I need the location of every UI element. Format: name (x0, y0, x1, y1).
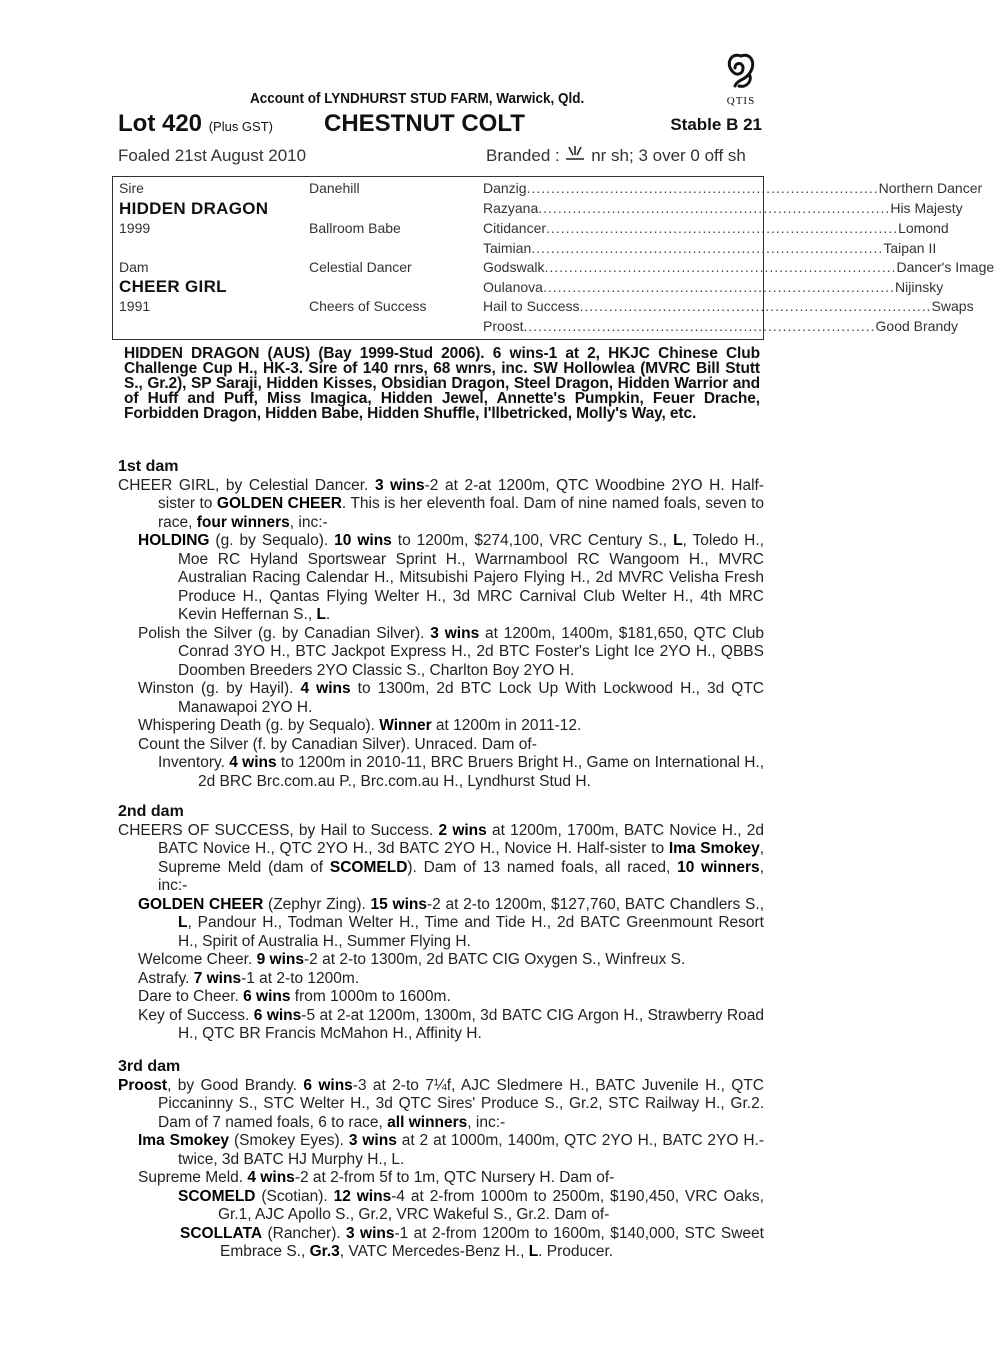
text-run: -3 at 2-to 7¼f, AJC Sledmere H., BATC Juvenile H., QTC Piccaninny S., STC Welter H., 3d QTC Sires' Produce S., Gr.2, STC Railway H., Gr.2. Dam of 7 named foals, 6 to race, (158, 1076, 764, 1131)
progeny-entry (118, 1007, 764, 1044)
sire-label: Sire (119, 180, 144, 196)
bold-text: SCOLLATA (180, 1224, 263, 1242)
bold-text: 10 wins (334, 532, 392, 549)
sire-name: HIDDEN DRAGON (119, 199, 269, 218)
text-run: -4 at 2-from 1000m to 2500m, $190,450, VRC Oaks, Gr.1, AJC Apollo S., Gr.2, VRC Wakeful S., Gr.2. Dam of- (218, 1187, 764, 1223)
text-run: -2 at 2-at 1200m, QTC Woodbine 2YO H. Half-sister to (158, 476, 764, 512)
section-heading: 1st dam (118, 458, 179, 475)
text-run: -1 at 2-from 1200m to 1600m, $140,000, STC Sweet Embrace S., (220, 1224, 764, 1260)
bold-text: 4 wins (229, 754, 277, 771)
progeny-entry (118, 951, 764, 970)
foaled-date: Foaled 21st August 2010 (118, 146, 307, 165)
bold-text: 4 wins (300, 680, 351, 697)
text-run: (g. by Sequalo). (209, 532, 335, 549)
progeny-entry (118, 1188, 764, 1225)
bold-text: L (316, 606, 326, 623)
text-run: to 1200m in 2010-11, BRC Bruers Bright H., Game on International H., 2d BRC Brc.com.au P., Brc.com.au H., Lyndhurst Stud H. (198, 754, 765, 790)
text-run: (Rancher). (262, 1224, 347, 1242)
ancestor-row: Proost ........................................................................ Good Brandy (483, 318, 959, 334)
bold-text: 6 wins (303, 1076, 353, 1094)
dam-intro (118, 477, 764, 533)
progeny-entry (118, 896, 764, 952)
ancestor-row: Citidancer ........................................................................ Lomond (483, 220, 949, 236)
progeny-entry (118, 532, 764, 625)
text-run: , VATC Mercedes-Benz H., (339, 1243, 529, 1260)
text-run: CHEERS OF SUCCESS, by Hail to Success. (118, 821, 439, 839)
text-run: Supreme Meld. (138, 1169, 248, 1186)
brand-info: Branded : nr sh; 3 over 0 off sh (486, 146, 746, 165)
third-dam-section (118, 1058, 764, 1262)
section-heading: 2nd dam (118, 803, 184, 820)
text-run: -2 at 2-from 5f to 1m, QTC Nursery H. Dam of- (294, 1169, 615, 1186)
dam-intro (118, 822, 764, 896)
progeny-list (118, 896, 764, 1044)
bold-text: L (178, 914, 188, 931)
bold-text: 6 wins (253, 1006, 302, 1024)
pedigree-table (112, 176, 994, 340)
bold-text: four winners (196, 513, 290, 531)
bold-text: GOLDEN CHEER (138, 895, 264, 913)
progeny-list (118, 1132, 764, 1262)
text-run: at 1200m, 1400m, $181,650, QTC Club Conrad 3YO H., BTC Jackpot Express H., 2d BTC Foster's Light Ice 2YO H., QBBS Doomben Breeders 2YO Classic S., Charlton Boy 2YO H. (178, 624, 764, 679)
plus-gst: (Plus GST) (208, 119, 273, 134)
bold-text: L (528, 1243, 539, 1260)
bold-text: Ima Smokey (668, 840, 760, 857)
text-run: -5 at 2-at 1200m, 1300m, 3d BATC CIG Argon H., Strawberry Road H., QTC BR Francis McMahon H., Affinity H. (178, 1006, 764, 1042)
bold-text: all winners (387, 1113, 468, 1131)
bold-text: 7 wins (193, 969, 242, 987)
bold-text: GOLDEN CHEER (216, 495, 342, 512)
text-run: -2 at 2-to 1200m, $127,760, BATC Chandlers S., (426, 895, 764, 913)
text-run: , inc:- (467, 1113, 506, 1131)
first-dam-section (118, 458, 764, 791)
bold-text: SCOMELD (178, 1187, 256, 1205)
sire-summary: HIDDEN DRAGON (AUS) (Bay 1999-Stud 2006). 6 wins-1 at 2, HKJC Chinese Club Challenge Cup H., HK-3. Sire of 140 rnrs, 68 wnrs, inc. SW Hollowlea (MVRC Bill Stutt S., Gr.2), SP Saraji, Hidden Kisses, Obsidian Dragon, Steel Dragon, Hidden Warrior and of Huff and Puff, Miss Imagica, Hidden Jewel, Annette's Pumpkin, Feuer Drache, Forbidden Dragon, Hidden Babe, Hidden Shuffle, I'llbetricked, Molly's Way, etc. (124, 345, 760, 422)
sire-dam: Ballroom Babe (309, 220, 401, 236)
lot-number: Lot 420 (Plus GST) (118, 110, 273, 137)
progeny-list (118, 532, 764, 791)
qtis-logo-icon (721, 50, 761, 92)
text-run: Dare to Cheer. (138, 988, 244, 1005)
bold-text: 2 wins (438, 821, 487, 839)
text-run: , Supreme Meld (dam of (158, 840, 765, 876)
text-run: -2 at 2-to 1300m, 2d BATC CIG Oxygen S., Winfreux S. (304, 951, 686, 968)
text-run: Astrafy. (138, 969, 194, 987)
text-run: , inc:- (289, 513, 328, 531)
progeny-entry (118, 736, 764, 755)
dam-sire: Celestial Dancer (309, 259, 412, 275)
sire-sire: Danehill (309, 180, 360, 196)
sire-year: 1999 (119, 220, 151, 236)
ancestor-row: Razyana ........................................................................ His Majesty (483, 200, 963, 216)
ancestor-row: Taimian ........................................................................ Taipan II (483, 240, 937, 256)
stable-location: Stable B 21 (670, 115, 762, 134)
text-run: Winston (g. by Hayil). (138, 680, 301, 697)
bold-text: 3 wins (430, 624, 480, 642)
qtis-logo (718, 50, 764, 106)
lot-header (118, 110, 762, 140)
text-run: , by Good Brandy. (167, 1076, 304, 1094)
text-run: ). Dam of 13 named foals, all raced, (407, 858, 678, 876)
bold-text: 10 winners (677, 858, 760, 876)
dam-intro (118, 1077, 764, 1133)
bold-text: L (673, 532, 683, 549)
bold-text: SCOMELD (329, 858, 408, 876)
progeny-entry (118, 1169, 764, 1188)
text-run: to 1200m, $274,100, VRC Century S., (391, 532, 674, 549)
dam-dam: Cheers of Success (309, 298, 427, 314)
text-run: Inventory. (158, 754, 230, 771)
dam-label: Dam (119, 259, 149, 275)
text-run: (Smokey Eyes). (229, 1132, 349, 1149)
bold-text: 3 wins (374, 476, 425, 494)
progeny-entry (118, 680, 764, 717)
text-run: Welcome Cheer. (138, 951, 257, 968)
bold-text: 15 wins (370, 895, 427, 913)
text-run: Polish the Silver (g. by Canadian Silver). (138, 624, 431, 642)
text-run: to 1300m, 2d BTC Lock Up With Lockwood H., 3d QTC Manawapoi 2YO H. (178, 680, 764, 716)
bold-text: 6 wins (243, 988, 291, 1005)
bold-text: 3 wins (346, 1224, 395, 1242)
bold-text: Proost (118, 1076, 168, 1094)
dam-name: CHEER GIRL (119, 277, 227, 296)
text-run: at 2 at 1000m, 1400m, QTC 2YO H., BATC 2YO H.-twice, 3d BATC HJ Murphy H., L. (178, 1132, 764, 1168)
bold-text: Gr.3 (309, 1243, 340, 1260)
progeny-entry (118, 717, 764, 736)
text-run: (Zephyr Zing). (263, 895, 371, 913)
bold-text: 4 wins (247, 1169, 295, 1186)
lot-description: CHESTNUT COLT (324, 110, 525, 137)
progeny-entry (118, 754, 764, 791)
text-run: from 1000m to 1600m. (290, 988, 451, 1005)
text-run: -1 at 2-to 1200m. (241, 969, 360, 987)
text-run: at 1200m in 2011-12. (431, 717, 582, 734)
progeny-entry (118, 1132, 764, 1169)
bold-text: Ima Smokey (138, 1132, 230, 1149)
text-run: Count the Silver (f. by Canadian Silver). Unraced. Dam of- (138, 735, 537, 753)
bold-text: 12 wins (333, 1187, 392, 1205)
brand-mark-icon (564, 146, 586, 162)
progeny-entry (118, 625, 764, 681)
bold-text: HOLDING (138, 532, 210, 549)
text-run: at 1200m, 1700m, BATC Novice H., 2d BATC Novice H., QTC 2YO H., 3d BATC 2YO H., Novice H. Half-sister to (158, 821, 764, 857)
text-run: , inc:- (158, 858, 764, 894)
text-run: , Toledo H., Moe RC Hyland Sportswear Sprint H., Warrnambool RC Wangoom H., MVRC Australian Racing Calendar H., Mitsubishi Pajero Flying H., 2d MVRC Velisha Fresh Produce H., Qantas Flying Welter H., 3d MRC Carnival Club Welter H., 4th MRC Kevin Heffernan S., (178, 532, 764, 623)
progeny-entry (118, 970, 764, 989)
text-run: CHEER GIRL, by Celestial Dancer. (118, 476, 375, 494)
qtis-logo-text: QTIS (726, 95, 756, 107)
ancestor-row: Oulanova ........................................................................ Nijinsky (483, 279, 944, 295)
section-heading: 3rd dam (118, 1058, 181, 1075)
bold-text: 9 wins (256, 951, 304, 968)
bold-text: 3 wins (348, 1132, 397, 1149)
vendor-account: Account of LYNDHURST STUD FARM, Warwick, Qld. (250, 90, 585, 107)
dam-year: 1991 (119, 298, 151, 314)
text-run: , Pandour H., Todman Welter H., Time and Tide H., 2d BATC Greenmount Resort H., Spirit of Australia H., Summer Flying H. (178, 914, 764, 950)
text-run: . (325, 606, 331, 623)
ancestor-row: Danzig ........................................................................ Northern Dancer (483, 180, 983, 196)
progeny-entry (118, 988, 764, 1007)
text-run: . Producer. (538, 1243, 614, 1260)
ancestor-row: Godswalk ........................................................................ Dancer's Image (483, 259, 994, 275)
text-run: . This is her eleventh foal. Dam of nine named foals, seven to race, (158, 495, 764, 531)
ancestor-row: Hail to Success ........................................................................ Swaps (483, 298, 974, 314)
progeny-entry (118, 1225, 764, 1262)
bold-text: Winner (379, 717, 432, 734)
text-run: Whispering Death (g. by Sequalo). (138, 717, 380, 734)
text-run: (Scotian). (255, 1187, 334, 1205)
second-dam-section (118, 803, 764, 1044)
text-run: Key of Success. (138, 1006, 254, 1024)
